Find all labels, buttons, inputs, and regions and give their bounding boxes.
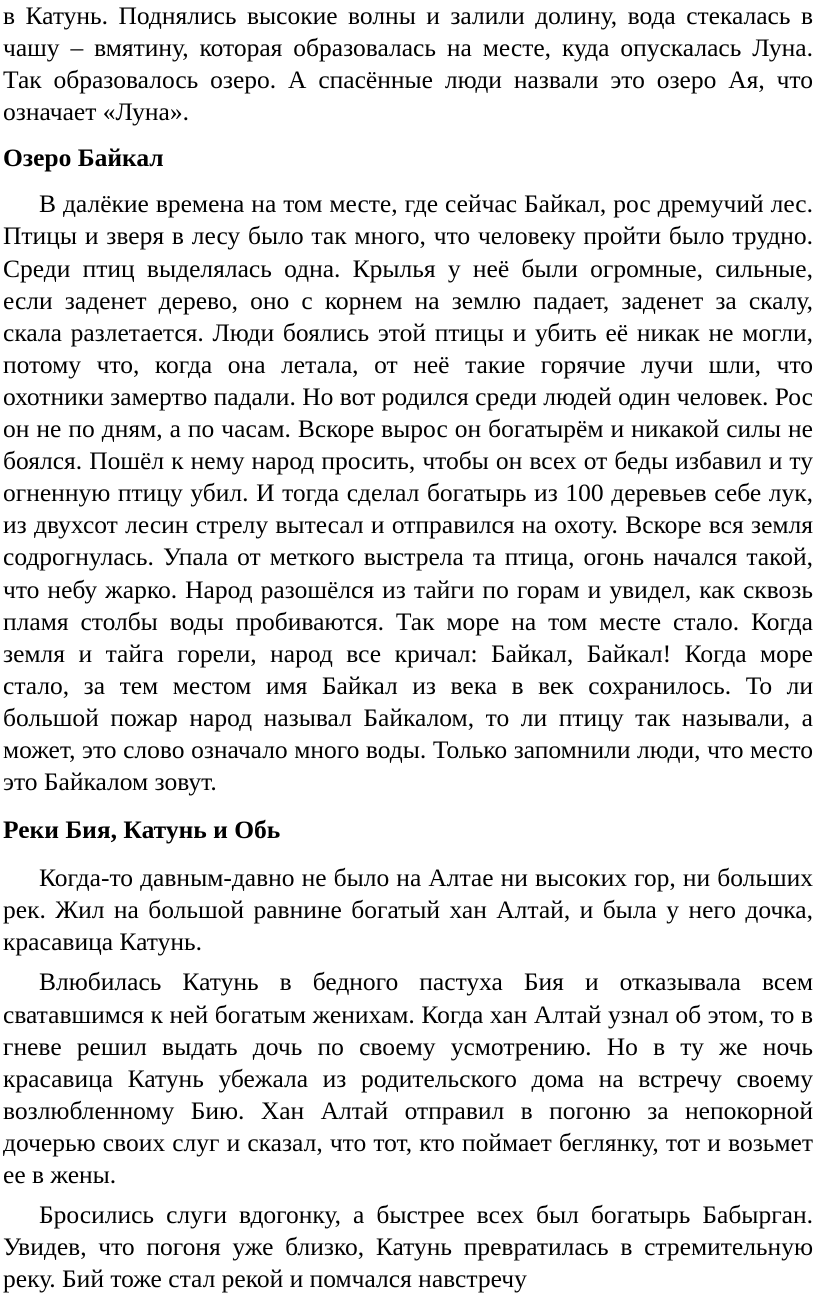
- section-title-rivers: Реки Бия, Катунь и Обь: [3, 815, 281, 845]
- intro-paragraph: в Катунь. Поднялись высокие волны и залили долину, вода стекалась в чашу – вмятину, которая образовалась на месте, куда опускалась Луна. Так образовалось озеро. А спасённые люди назвали это озеро Ая, что означает «Луна».: [3, 1, 813, 127]
- rivers-paragraph-1: Когда-то давным-давно не было на Алтае ни высоких гор, ни больших рек. Жил на большой равнине богатый хан Алтай, и была у него дочка, красавица Катунь.: [3, 863, 813, 957]
- rivers-paragraph-3: Бросились слуги вдогонку, а быстрее всех был богатырь Бабырган. Увидев, что погоня уже близко, Катунь превратилась в стремительную реку. Бий тоже стал рекой и помчался навстречу: [3, 1200, 813, 1294]
- section-title-baikal: Озеро Байкал: [3, 143, 164, 173]
- baikal-paragraph: В далёкие времена на том месте, где сейчас Байкал, рос дремучий лес. Птицы и зверя в лесу было так много, что человеку пройти было трудно. Среди птиц выделялась одна. Крылья у неё были огромные, сильные, если заденет дерево, оно с корнем на землю падает, заденет за скалу, скала разлетается. Люди боялись этой птицы и убить её никак не могли, потому что, когда она летала, от неё такие горячие лучи шли, что охотники замертво падали. Но вот родился среди людей один человек. Рос он не по дням, а по часам. Вскоре вырос он богатырём и никакой силы не боялся. Пошёл к нему народ просить, чтобы он всех от беды избавил и ту огненную птицу убил. И тогда сделал богатырь из 100 деревьев себе лук, из двухсот лесин стрелу вытесал и отправился на охоту. Вскоре вся земля содрогнулась. Упала от меткого выстрела та птица, огонь начался такой, что небу жарко. Народ разошёлся из тайги по горам и увидел, как сквозь пламя столбы воды пробиваются. Так море на том месте стало. Когда земля и тайга горели, народ все кричал: Байкал, Байкал! Когда море стало, за тем местом имя Байкал из века в век сохранилось. То ли большой пожар народ называл Байкалом, то ли птицу так называли, а может, это слово означало много воды. Только запомнили люди, что место это Байкалом зовут.: [3, 189, 813, 797]
- rivers-paragraph-2: Влюбилась Катунь в бедного пастуха Бия и отказывала всем сватавшимся к ней богатым женихам. Когда хан Алтай узнал об этом, то в гневе решил выдать дочь по своему усмотрению. Но в ту же ночь красавица Катунь убежала из родительского дома на встречу своему возлюбленному Бию. Хан Алтай отправил в погоню за непокорной дочерью своих слуг и сказал, что тот, кто поймает беглянку, тот и возьмет ее в жены.: [3, 967, 813, 1189]
